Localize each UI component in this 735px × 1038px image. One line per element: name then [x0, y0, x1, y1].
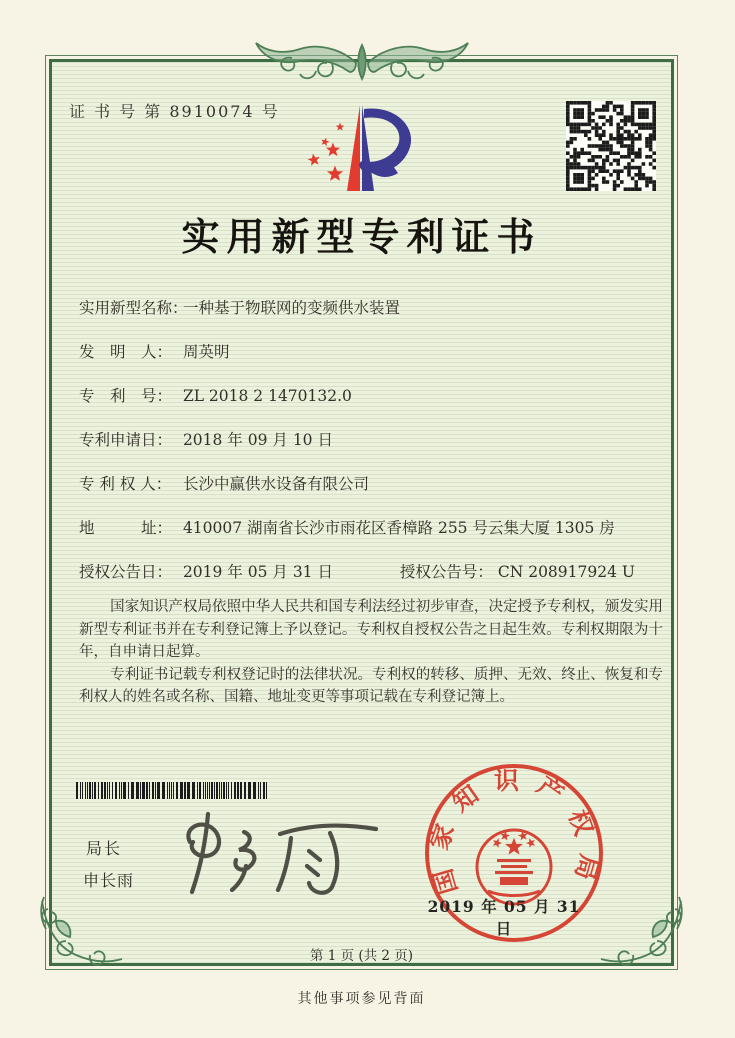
- field-value: 一种基于物联网的变频供水装置: [182, 299, 400, 317]
- field-row-patentee: [79, 472, 653, 516]
- grant-number-group: [400, 560, 635, 582]
- page-info: 第 1 页 (共 2 页): [309, 948, 414, 964]
- field-list: [79, 296, 653, 604]
- grant-number-label: 授权公告号：: [399, 563, 493, 581]
- certificate-title: 实用新型专利证书: [181, 214, 542, 259]
- field-row-filing-date: [79, 428, 653, 472]
- field-value: 2019 年 05 月 31 日: [182, 563, 333, 581]
- grant-number-value: CN 208917924 U: [497, 563, 635, 581]
- top-flourish-ornament: [247, 35, 477, 91]
- director-name: 申长雨: [83, 871, 135, 890]
- certificate-number: 证 书 号 第 8910074 号: [69, 102, 280, 121]
- certificate-frame: [45, 55, 678, 970]
- field-row-inventor: [79, 340, 653, 384]
- field-label: 发 明 人：: [79, 343, 173, 361]
- director-signature-icon: [178, 802, 396, 904]
- seal-date: 2019 年 05 月 31 日: [427, 897, 581, 938]
- field-value: ZL 2018 2 1470132.0: [182, 387, 352, 405]
- back-side-note: 其他事项参见背面: [297, 991, 426, 1007]
- field-row-address: [79, 516, 653, 560]
- field-label: 地 址：: [79, 519, 173, 537]
- field-value: 长沙中赢供水设备有限公司: [182, 475, 369, 493]
- national-emblem: [477, 830, 551, 904]
- field-label: 授权公告日：: [79, 563, 173, 581]
- qr-code-icon: [566, 101, 656, 191]
- field-value: 2018 年 09 月 10 日: [182, 431, 333, 449]
- field-label: 专 利 号：: [79, 387, 173, 405]
- field-value: 410007 湖南省长沙市雨花区香樟路 255 号云集大厦 1305 房: [182, 519, 615, 537]
- bottom-left-flourish: [32, 895, 124, 979]
- bottom-right-flourish: [599, 895, 691, 979]
- field-label: 专利申请日：: [79, 431, 173, 449]
- field-row-patent-no: [79, 384, 653, 428]
- certificate-content: [46, 56, 677, 969]
- seal-text: 国家知识产权局: [423, 766, 605, 898]
- field-row-name: [79, 296, 653, 340]
- field-label: 实用新型名称：: [79, 299, 188, 317]
- barcode-icon: [76, 782, 271, 799]
- cnipa-patent-logo-icon: [296, 87, 418, 199]
- field-value: 周英明: [182, 343, 230, 361]
- legal-paragraph-1: 国家知识产权局依照中华人民共和国专利法经过初步审查，决定授予专利权，颁发实用新型专利证书并在专利登记簿上予以登记。专利权自授权公告之日起生效。专利权期限为十年，自申请日起算。: [79, 599, 663, 661]
- legal-text: [79, 596, 663, 709]
- legal-paragraph-2: 专利证书记载专利权登记时的法律状况。专利权的转移、质押、无效、终止、恢复和专利权人的姓名或名称、国籍、地址变更等事项记载在专利登记簿上。: [79, 666, 663, 706]
- field-label: 专 利 权 人：: [79, 475, 172, 493]
- director-title: 局长: [86, 839, 123, 858]
